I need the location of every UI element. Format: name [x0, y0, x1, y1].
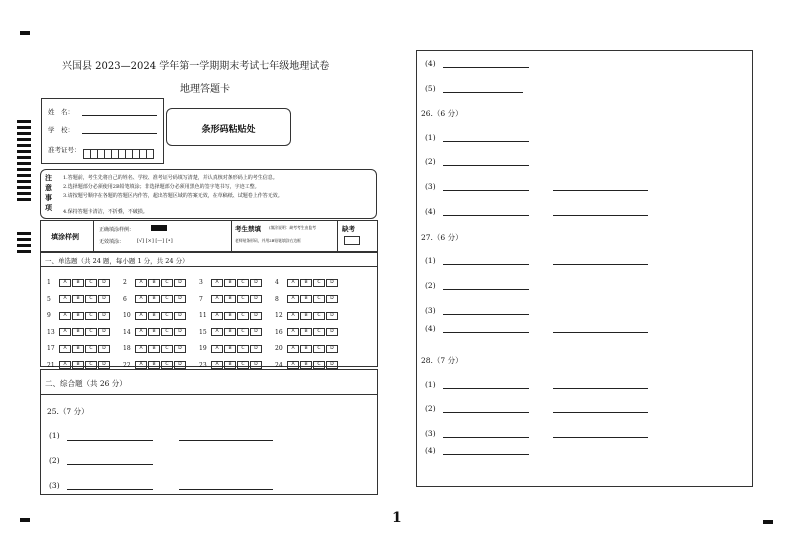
mc-question-number: 21: [47, 361, 55, 369]
mc-option-c[interactable]: C: [85, 295, 97, 303]
school-label: 学 校：: [48, 126, 74, 134]
mc-option-d[interactable]: D: [174, 328, 186, 336]
mc-question-number: 23: [199, 361, 207, 369]
mc-option-a[interactable]: A: [59, 328, 71, 336]
q28-answer-2b[interactable]: [553, 412, 648, 413]
mc-option-a[interactable]: A: [287, 361, 299, 369]
mc-question-number: 17: [47, 345, 55, 352]
mc-option-a[interactable]: A: [59, 345, 71, 353]
mc-option-d[interactable]: D: [174, 279, 186, 287]
mc-option-c[interactable]: C: [237, 279, 249, 287]
mc-option-a[interactable]: A: [135, 361, 147, 369]
mc-option-d[interactable]: D: [250, 312, 262, 320]
q25-answer-2[interactable]: [67, 464, 153, 465]
section-2-heading: 二、综合题（共 26 分）: [45, 379, 127, 388]
mc-option-c[interactable]: C: [161, 279, 173, 287]
q28-answer-1b[interactable]: [553, 388, 648, 389]
mc-option-b[interactable]: B: [300, 345, 312, 353]
mc-option-d[interactable]: D: [174, 345, 186, 353]
mc-option-c[interactable]: C: [161, 361, 173, 369]
incorrect-fill-samples: [√] [×] [—] [•]: [137, 238, 173, 244]
mc-option-d[interactable]: D: [250, 279, 262, 287]
mc-question-number: 10: [123, 312, 131, 319]
page-subtitle: 地理答题卡: [180, 84, 230, 95]
mc-option-b[interactable]: B: [224, 312, 236, 320]
exam-id-field[interactable]: [84, 144, 154, 163]
mc-option-b[interactable]: B: [224, 328, 236, 336]
mc-option-c[interactable]: C: [237, 361, 249, 369]
mc-question-number: 11: [199, 312, 207, 319]
mc-option-c[interactable]: C: [85, 328, 97, 336]
mc-option-c[interactable]: C: [161, 312, 173, 320]
mc-option-b[interactable]: B: [72, 279, 84, 287]
mc-option-c[interactable]: C: [313, 361, 325, 369]
mc-option-a[interactable]: A: [211, 345, 223, 353]
mc-question-number: 5: [47, 295, 51, 303]
timing-marks-bottom: [17, 232, 31, 253]
fill-example-label: 填涂样例: [51, 232, 79, 241]
q26-part-4: (4): [425, 207, 436, 216]
incorrect-fill-label: 无效填涂：: [99, 239, 125, 245]
q27-title: 27.（6 分）: [421, 233, 463, 242]
candidate-label: 考生禁填: [235, 225, 261, 233]
q26-answer-3b[interactable]: [553, 190, 648, 191]
q27-part-2: (2): [425, 281, 436, 290]
q25-answer-1a[interactable]: [67, 440, 153, 441]
mc-option-d[interactable]: D: [250, 295, 262, 303]
mc-option-b[interactable]: B: [148, 361, 160, 369]
mc-option-a[interactable]: A: [59, 279, 71, 287]
mc-option-d[interactable]: D: [326, 328, 338, 336]
q26-answer-2[interactable]: [443, 165, 529, 166]
mc-option-c[interactable]: C: [237, 328, 249, 336]
mc-option-c[interactable]: C: [85, 279, 97, 287]
mc-option-a[interactable]: A: [135, 345, 147, 353]
mc-option-b[interactable]: B: [300, 312, 312, 320]
mc-option-c[interactable]: C: [313, 345, 325, 353]
mc-option-b[interactable]: B: [148, 295, 160, 303]
mc-question-number: 20: [275, 345, 283, 352]
correct-fill-label: 正确填涂样例：: [99, 227, 135, 233]
mc-question-number: 6: [123, 295, 127, 303]
mc-option-a[interactable]: A: [287, 279, 299, 287]
mc-option-c[interactable]: C: [313, 295, 325, 303]
mc-option-a[interactable]: A: [287, 328, 299, 336]
mc-question-number: 18: [123, 345, 131, 352]
mc-option-d[interactable]: D: [174, 312, 186, 320]
mc-question-number: 3: [199, 279, 203, 286]
mc-option-d[interactable]: D: [98, 328, 110, 336]
q26-answer-1[interactable]: [443, 141, 529, 142]
student-info-box: [41, 98, 164, 164]
mc-option-c[interactable]: C: [161, 295, 173, 303]
mc-option-b[interactable]: B: [224, 279, 236, 287]
notes-heading: 注意事项: [45, 173, 52, 212]
q27-part-3: (3): [425, 306, 436, 315]
mc-option-c[interactable]: C: [161, 328, 173, 336]
mc-question-number: 9: [47, 312, 51, 319]
mc-question-number: 2: [123, 279, 127, 286]
mc-option-b[interactable]: B: [72, 328, 84, 336]
q27-answer-3[interactable]: [443, 314, 529, 315]
mc-option-a[interactable]: A: [211, 279, 223, 287]
q25-title: 25.（7 分）: [47, 407, 89, 416]
mc-option-d[interactable]: D: [174, 295, 186, 303]
mc-question-number: 24: [275, 361, 283, 369]
mc-question-number: 19: [199, 345, 207, 352]
q25-part-1: (1): [49, 431, 60, 440]
mc-option-b[interactable]: B: [72, 361, 84, 369]
mc-option-d[interactable]: D: [250, 361, 262, 369]
mc-option-c[interactable]: C: [313, 328, 325, 336]
q27-part-4: (4): [425, 324, 436, 333]
mc-option-a[interactable]: A: [59, 295, 71, 303]
q25-answer-3a[interactable]: [67, 489, 153, 490]
mc-option-b[interactable]: B: [224, 295, 236, 303]
name-label: 姓 名：: [48, 108, 74, 116]
q28-answer-1a[interactable]: [443, 388, 529, 389]
q28-answer-4[interactable]: [443, 454, 529, 455]
mc-question-number: 14: [123, 328, 131, 336]
mc-option-d[interactable]: D: [98, 295, 110, 303]
mc-option-d[interactable]: D: [326, 295, 338, 303]
mc-option-c[interactable]: C: [161, 345, 173, 353]
q28-part-4: (4): [425, 446, 436, 455]
notes-box: [40, 169, 377, 219]
mc-option-a[interactable]: A: [211, 328, 223, 336]
q26-answer-4a[interactable]: [443, 215, 529, 216]
q26-part-2: (2): [425, 157, 436, 166]
q26-part-1: (1): [425, 133, 436, 142]
mc-option-b[interactable]: B: [72, 295, 84, 303]
mc-option-b[interactable]: B: [300, 295, 312, 303]
mc-option-d[interactable]: D: [250, 328, 262, 336]
mc-option-b[interactable]: B: [72, 312, 84, 320]
section-1-heading: 一、单选题（共 24 题，每小题 1 分，共 24 分）: [45, 257, 189, 265]
mc-option-a[interactable]: A: [135, 295, 147, 303]
mc-option-d[interactable]: D: [250, 345, 262, 353]
mc-option-c[interactable]: C: [237, 295, 249, 303]
section-1-box: [40, 252, 378, 367]
mc-option-d[interactable]: D: [326, 345, 338, 353]
mc-question-number: 15: [199, 328, 207, 336]
q26-answer-3a[interactable]: [443, 190, 529, 191]
right-answer-panel: [416, 50, 753, 487]
q27-answer-2[interactable]: [443, 289, 529, 290]
mc-option-d[interactable]: D: [174, 361, 186, 369]
mc-question-number: 16: [275, 328, 283, 336]
mc-question-number: 12: [275, 312, 283, 319]
mc-option-d[interactable]: D: [98, 361, 110, 369]
mc-option-a[interactable]: A: [135, 328, 147, 336]
q25-answer-4[interactable]: [443, 67, 529, 68]
mc-option-a[interactable]: A: [211, 361, 223, 369]
mc-option-a[interactable]: A: [211, 312, 223, 320]
mc-option-c[interactable]: C: [85, 361, 97, 369]
mc-option-d[interactable]: D: [326, 312, 338, 320]
mc-option-c[interactable]: C: [313, 312, 325, 320]
q25-part-5: (5): [425, 84, 436, 93]
mc-option-c[interactable]: C: [237, 312, 249, 320]
q28-answer-3b[interactable]: [553, 437, 648, 438]
mc-option-a[interactable]: A: [135, 312, 147, 320]
mc-option-b[interactable]: B: [224, 345, 236, 353]
q25-answer-5[interactable]: [443, 92, 523, 93]
mc-question-number: 1: [47, 279, 51, 286]
mc-option-d[interactable]: D: [98, 312, 110, 320]
page-title: 兴国县 2023—2024 学年第一学期期末考试七年级地理试卷: [62, 61, 330, 72]
timing-marks-top: [17, 120, 31, 201]
q28-part-2: (2): [425, 404, 436, 413]
fill-example-row: [40, 220, 378, 252]
registration-mark-bottom-right: [763, 520, 773, 524]
q25-part-2: (2): [49, 456, 60, 465]
q26-part-3: (3): [425, 182, 436, 191]
mc-option-d[interactable]: D: [326, 279, 338, 287]
mc-question-number: 7: [199, 295, 203, 303]
mc-option-a[interactable]: A: [287, 345, 299, 353]
mc-question-number: 4: [275, 279, 279, 286]
school-field[interactable]: [82, 133, 157, 134]
mc-option-b[interactable]: B: [72, 345, 84, 353]
mc-question-number: 22: [123, 361, 131, 369]
mc-option-b[interactable]: B: [300, 328, 312, 336]
correct-fill-sample: [151, 225, 167, 231]
mc-option-b[interactable]: B: [148, 345, 160, 353]
mc-option-a[interactable]: A: [287, 312, 299, 320]
q28-answer-2a[interactable]: [443, 412, 529, 413]
notes-item-2: 2.选择题部分必须使用2B铅笔填涂；非选择题部分必须用黑色的签字笔书写，字迹工整。: [63, 184, 260, 190]
mc-option-c[interactable]: C: [313, 279, 325, 287]
mc-option-c[interactable]: C: [85, 312, 97, 320]
mc-option-b[interactable]: B: [148, 328, 160, 336]
mc-option-a[interactable]: A: [135, 279, 147, 287]
mc-option-d[interactable]: D: [98, 345, 110, 353]
notes-item-4: 4.保持答题卡清洁，不折叠，不破损。: [63, 209, 148, 215]
mc-option-c[interactable]: C: [85, 345, 97, 353]
mc-option-c[interactable]: C: [237, 345, 249, 353]
q26-answer-4b[interactable]: [553, 215, 648, 216]
q25-answer-1b[interactable]: [179, 440, 273, 441]
registration-mark-bottom-left: [20, 518, 30, 522]
notes-item-3: 3.请按题号顺序在各题的答题区内作答，超出答题区域的答案无效，在草稿纸、试题卷上作答无效。: [63, 193, 283, 199]
q27-answer-1a[interactable]: [443, 264, 529, 265]
page-number: 1: [392, 510, 402, 526]
q27-part-1: (1): [425, 256, 436, 265]
q25-answer-3b[interactable]: [179, 489, 273, 490]
candidate-note-1: (填涂说明：缺考考生由监考: [269, 225, 317, 230]
barcode-area: [166, 108, 291, 146]
notes-item-1: 1.答题前，考生先将自己的姓名、学校、准考证号码填写清楚，并认真核对条形码上的考生信息。: [63, 175, 278, 181]
mc-option-a[interactable]: A: [59, 312, 71, 320]
registration-mark-top-left: [20, 31, 30, 35]
mc-option-b[interactable]: B: [300, 279, 312, 287]
q28-title: 28.（7 分）: [421, 356, 463, 365]
q28-part-1: (1): [425, 380, 436, 389]
exam-id-label: 准考证号：: [48, 146, 81, 154]
absent-checkbox[interactable]: [344, 236, 360, 245]
q25-part-3: (3): [49, 481, 60, 490]
mc-option-a[interactable]: A: [59, 361, 71, 369]
mc-option-b[interactable]: B: [300, 361, 312, 369]
q25-part-4: (4): [425, 59, 436, 68]
mc-option-a[interactable]: A: [287, 295, 299, 303]
mc-option-a[interactable]: A: [211, 295, 223, 303]
absent-label: 缺考: [342, 225, 355, 233]
q27-answer-4b[interactable]: [553, 332, 648, 333]
q28-part-3: (3): [425, 429, 436, 438]
q27-answer-1b[interactable]: [553, 264, 648, 265]
mc-option-b[interactable]: B: [224, 361, 236, 369]
mc-option-b[interactable]: B: [148, 279, 160, 287]
mc-option-b[interactable]: B: [148, 312, 160, 320]
q28-answer-3a[interactable]: [443, 437, 529, 438]
mc-question-number: 8: [275, 295, 279, 303]
barcode-label: 条形码粘贴处: [201, 125, 256, 135]
q26-title: 26.（6 分）: [421, 109, 463, 118]
name-field[interactable]: [82, 115, 157, 116]
mc-option-d[interactable]: D: [326, 361, 338, 369]
candidate-note-2: 老师贴条形码，并用2B铅笔填涂右边框: [235, 238, 301, 243]
mc-question-number: 13: [47, 328, 55, 336]
mc-option-d[interactable]: D: [98, 279, 110, 287]
q27-answer-4a[interactable]: [443, 332, 529, 333]
section-2-box: [40, 369, 378, 495]
